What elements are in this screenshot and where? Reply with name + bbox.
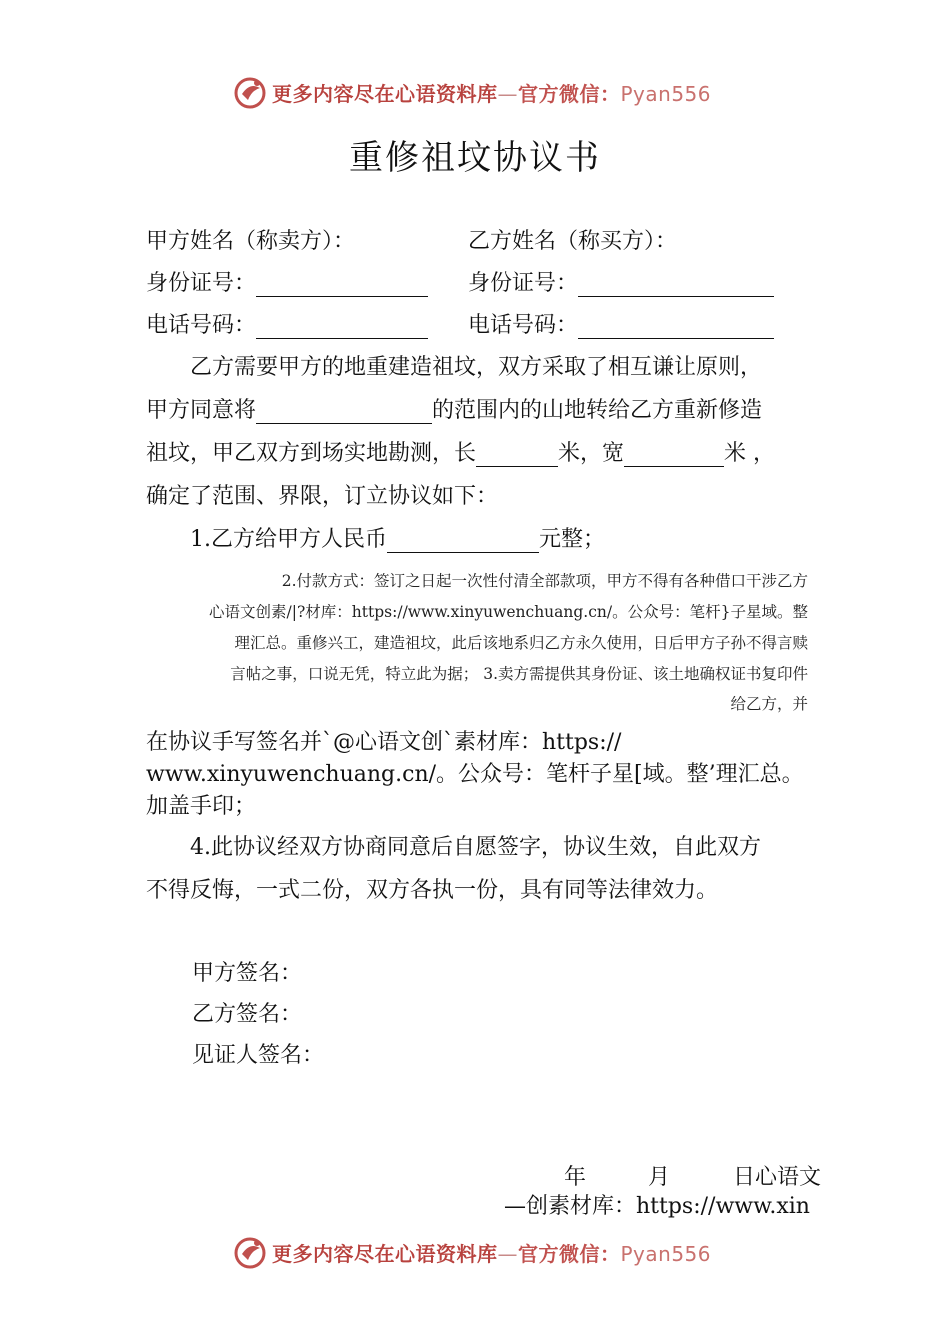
land-range-blank[interactable] (256, 401, 432, 424)
party-b-name-label: 乙方姓名（称买方）： (468, 229, 678, 254)
item-2-line-3: 理汇总。重修兴工，建造祖坟，此后该地系归乙方永久使用，日后甲方子孙不得言赎 (234, 634, 808, 652)
date-month: 月 (648, 1165, 671, 1190)
watermark-banner-top (232, 72, 711, 112)
watermark-logo-icon (232, 74, 268, 110)
watermark-logo-icon (232, 1234, 268, 1270)
paragraph-1-line-3 (146, 436, 775, 467)
paragraph-1-line-4: 确定了范围、界限，订立协议如下： (146, 484, 499, 509)
date-year: 年 (564, 1165, 587, 1190)
watermark-text: 更多内容尽在心语资料库—官方微信：Pyan556 (272, 1241, 712, 1266)
party-a-name-label: 甲方姓名（称卖方）： (146, 229, 356, 254)
party-a-phone-label: 电话号码： (146, 313, 257, 338)
party-a-signature-label: 甲方签名： (192, 961, 303, 986)
party-b-id-blank[interactable] (578, 274, 774, 297)
party-a-id-row (146, 266, 428, 297)
amount-blank[interactable] (387, 530, 539, 553)
item-1 (190, 522, 605, 553)
paragraph-1-line-2 (146, 393, 762, 424)
text-fragment: 祖坟，甲乙双方到场实地勘测，长 (146, 441, 477, 466)
item-3-line-2: www.xinyuwenchuang.cn/。公众号：笔杆子星[域。整’理汇总。 (146, 762, 804, 787)
text-fragment: 米 ， (724, 441, 776, 466)
watermark-banner-bottom (232, 1232, 711, 1272)
document-title: 重修祖坟协议书 (349, 138, 601, 178)
text-fragment: 1.乙方给甲方人民币 (190, 527, 387, 552)
party-b-phone-label: 电话号码： (468, 313, 579, 338)
party-b-phone-blank[interactable] (578, 316, 774, 339)
party-b-phone-row (468, 308, 774, 339)
date-trailing-text: —创素材库：https://www.xin (504, 1194, 810, 1219)
text-fragment: 元整； (539, 527, 606, 552)
item-3-line-1: 在协议手写签名并`@心语文创`素材库：https:// (146, 730, 622, 755)
party-a-phone-row (146, 308, 428, 339)
text-fragment: 甲方同意将 (146, 398, 257, 423)
item-4-line-2: 不得反悔，一式二份，双方各执一份，具有同等法律效力。 (146, 878, 719, 903)
item-2-line-1: 2.付款方式：签订之日起一次性付清全部款项，甲方不得有各种借口干涉乙方 (281, 572, 808, 590)
width-blank[interactable] (624, 444, 724, 467)
witness-signature-label: 见证人签名： (192, 1043, 325, 1068)
item-2-line-5: 给乙方，并 (730, 695, 808, 713)
length-blank[interactable] (476, 444, 558, 467)
party-a-phone-blank[interactable] (256, 316, 428, 339)
party-b-id-row (468, 266, 774, 297)
item-2-line-2: 心语文创素/|?材库：https://www.xinyuwenchuang.cn/。公众号：笔杆}子星域。整 (209, 603, 808, 621)
date-day: 日心语文 (733, 1165, 822, 1190)
text-fragment: 的范围内的山地转给乙方重新修造 (432, 398, 763, 423)
party-b-signature-label: 乙方签名： (192, 1002, 303, 1027)
party-a-id-label: 身份证号： (146, 271, 257, 296)
party-b-id-label: 身份证号： (468, 271, 579, 296)
paragraph-1-line-1: 乙方需要甲方的地重建造祖坟，双方采取了相互谦让原则， (190, 355, 763, 380)
item-3-line-3: 加盖手印； (146, 794, 257, 819)
party-a-id-blank[interactable] (256, 274, 428, 297)
watermark-text: 更多内容尽在心语资料库—官方微信：Pyan556 (272, 81, 712, 106)
item-4-line-1: 4.此协议经双方协商同意后自愿签字，协议生效，自此双方 (190, 835, 761, 860)
text-fragment: 米，宽 (558, 441, 625, 466)
item-2-line-4: 言帖之事，口说无凭，特立此为据； 3.卖方需提供其身份证、该土地确权证书复印件 (230, 665, 808, 683)
